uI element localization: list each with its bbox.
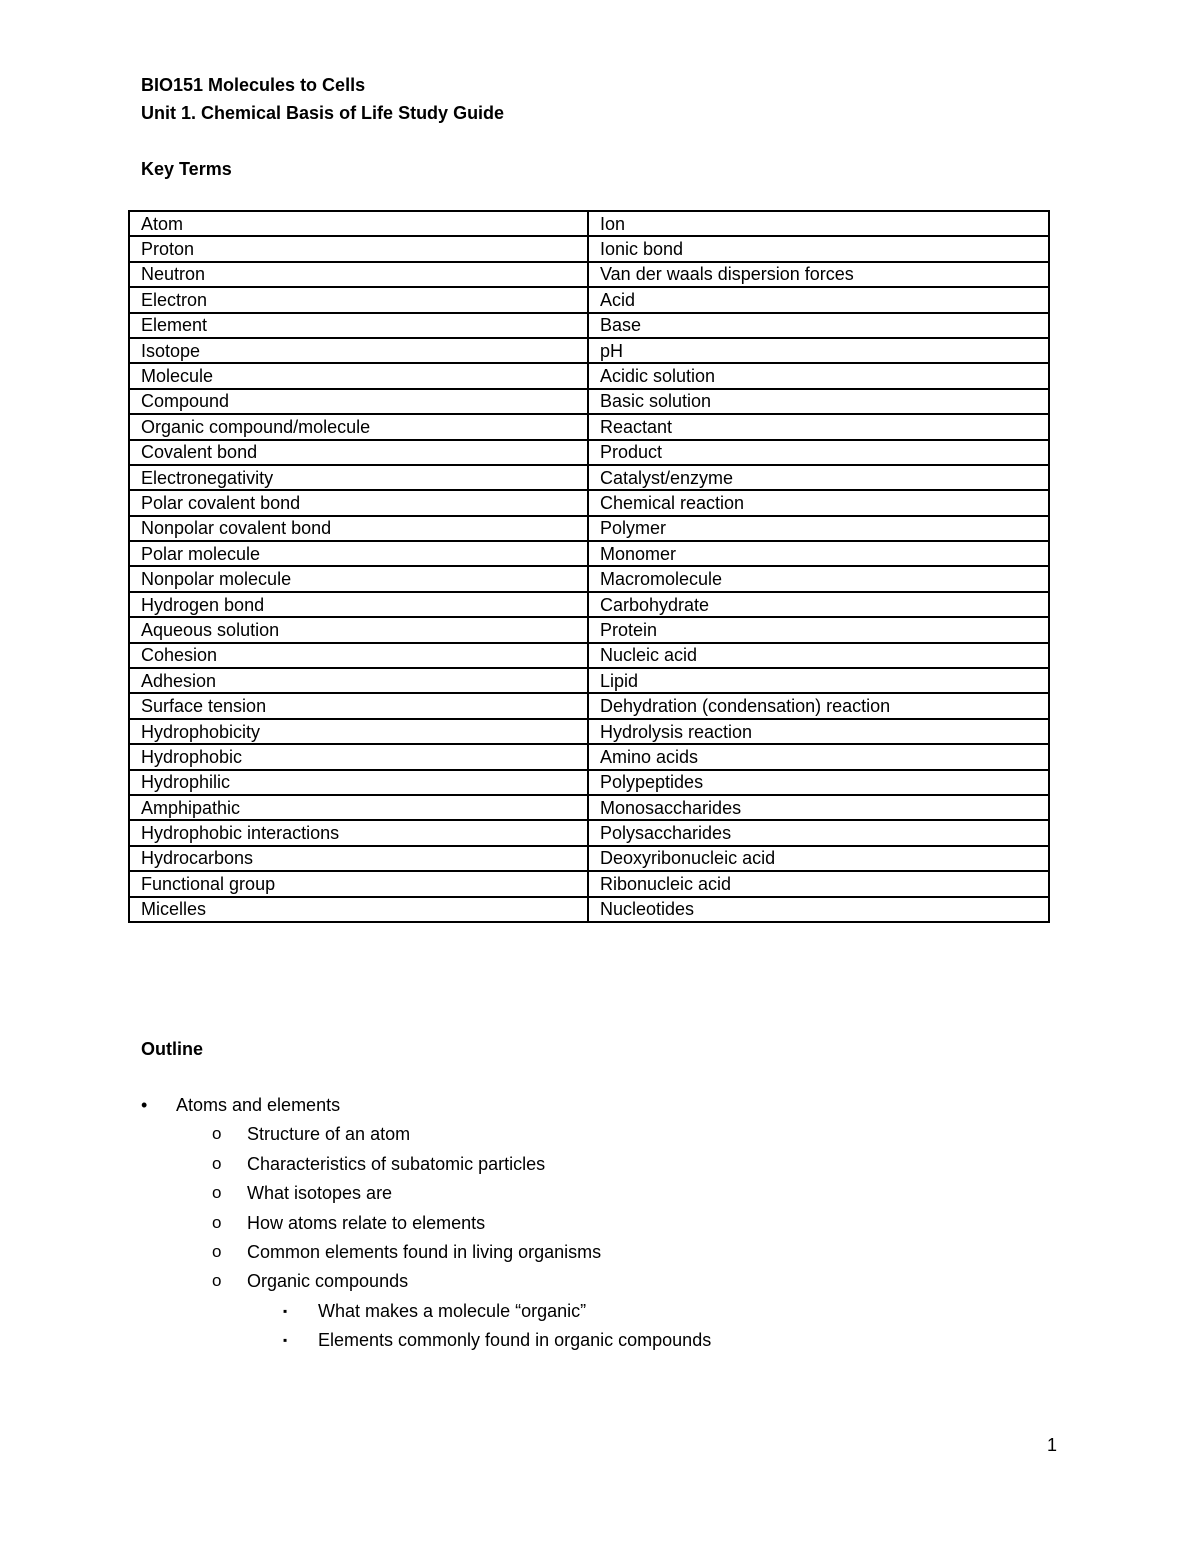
outline-item-text: Characteristics of subatomic particles	[247, 1153, 546, 1174]
table-row	[129, 871, 1049, 896]
circle-bullet-icon: o	[212, 1242, 222, 1261]
table-row	[129, 897, 1049, 922]
table-row	[129, 262, 1049, 287]
outline-item-text: Structure of an atom	[247, 1124, 411, 1145]
term-cell: Ion	[588, 211, 1049, 236]
table-row	[129, 643, 1049, 668]
table-row	[129, 770, 1049, 795]
table-row	[129, 338, 1049, 363]
page-number: 1	[1047, 1435, 1058, 1455]
outline-item-text: Elements commonly found in organic compounds	[318, 1330, 712, 1351]
term-cell: Protein	[588, 617, 1049, 642]
outline-item-text: Common elements found in living organisms	[247, 1242, 602, 1262]
term-cell: Molecule	[129, 363, 588, 388]
term-cell: Neutron	[129, 262, 588, 287]
term-cell: Surface tension	[129, 693, 588, 718]
term-cell: Acidic solution	[588, 363, 1049, 388]
term-cell: Hydrophilic	[129, 770, 588, 795]
term-cell: Aqueous solution	[129, 617, 588, 642]
term-cell: Micelles	[129, 897, 588, 922]
circle-bullet-icon: o	[212, 1124, 222, 1144]
term-cell: Nonpolar covalent bond	[129, 516, 588, 541]
table-row	[129, 541, 1049, 566]
table-row	[129, 592, 1049, 617]
term-cell: Basic solution	[588, 389, 1049, 414]
term-cell: Catalyst/enzyme	[588, 465, 1049, 490]
table-row	[129, 820, 1049, 845]
table-row	[129, 490, 1049, 515]
table-row	[129, 211, 1049, 236]
term-cell: Monomer	[588, 541, 1049, 566]
term-cell: Hydrogen bond	[129, 592, 588, 617]
term-cell: Monosaccharides	[588, 795, 1049, 820]
key-terms-table-body	[129, 211, 1049, 922]
term-cell: Adhesion	[129, 668, 588, 693]
term-cell: Proton	[129, 236, 588, 261]
table-row	[129, 693, 1049, 718]
circle-bullet-icon: o	[212, 1212, 222, 1232]
outline-item-text: What makes a molecule “organic”	[318, 1300, 587, 1321]
table-row	[129, 617, 1049, 642]
term-cell: Compound	[129, 389, 588, 414]
table-row	[129, 719, 1049, 744]
term-cell: Element	[129, 313, 588, 338]
outline-item-text: Atoms and elements	[176, 1095, 341, 1115]
table-row	[129, 668, 1049, 693]
table-row	[129, 465, 1049, 490]
term-cell: Polar molecule	[129, 541, 588, 566]
outline-heading: Outline	[141, 1039, 203, 1059]
table-row	[129, 440, 1049, 465]
term-cell: Polypeptides	[588, 770, 1049, 795]
bullet-icon: •	[141, 1095, 148, 1115]
term-cell: Product	[588, 440, 1049, 465]
table-row	[129, 846, 1049, 871]
outline-item-text: How atoms relate to elements	[247, 1212, 486, 1233]
circle-bullet-icon: o	[212, 1271, 222, 1291]
term-cell: Nucleic acid	[588, 643, 1049, 668]
term-cell: Polar covalent bond	[129, 490, 588, 515]
term-cell: Amino acids	[588, 744, 1049, 769]
term-cell: pH	[588, 338, 1049, 363]
term-cell: Covalent bond	[129, 440, 588, 465]
term-cell: Reactant	[588, 414, 1049, 439]
document-subtitle: Unit 1. Chemical Basis of Life Study Guide	[141, 103, 505, 123]
term-cell: Nucleotides	[588, 897, 1049, 922]
term-cell: Ionic bond	[588, 236, 1049, 261]
table-row	[129, 414, 1049, 439]
term-cell: Polymer	[588, 516, 1049, 541]
term-cell: Acid	[588, 287, 1049, 312]
term-cell: Nonpolar molecule	[129, 566, 588, 591]
term-cell: Polysaccharides	[588, 820, 1049, 845]
square-bullet-icon: ▪	[283, 1333, 288, 1348]
document-title: BIO151 Molecules to Cells	[141, 75, 366, 95]
term-cell: Carbohydrate	[588, 592, 1049, 617]
term-cell: Van der waals dispersion forces	[588, 262, 1049, 287]
circle-bullet-icon: o	[212, 1183, 222, 1203]
term-cell: Electron	[129, 287, 588, 312]
term-cell: Cohesion	[129, 643, 588, 668]
table-row	[129, 744, 1049, 769]
table-row	[129, 566, 1049, 591]
key-terms-table	[128, 210, 1050, 923]
key-terms-heading: Key Terms	[141, 159, 232, 179]
circle-bullet-icon: o	[212, 1153, 222, 1173]
term-cell: Hydrolysis reaction	[588, 719, 1049, 744]
table-row	[129, 313, 1049, 338]
term-cell: Atom	[129, 211, 588, 236]
term-cell: Hydrophobic	[129, 744, 588, 769]
term-cell: Lipid	[588, 668, 1049, 693]
term-cell: Organic compound/molecule	[129, 414, 588, 439]
term-cell: Base	[588, 313, 1049, 338]
table-row	[129, 795, 1049, 820]
table-row	[129, 516, 1049, 541]
term-cell: Dehydration (condensation) reaction	[588, 693, 1049, 718]
table-row	[129, 287, 1049, 312]
table-row	[129, 389, 1049, 414]
term-cell: Hydrophobicity	[129, 719, 588, 744]
term-cell: Deoxyribonucleic acid	[588, 846, 1049, 871]
outline-item-text: What isotopes are	[247, 1183, 393, 1204]
outline-item-text: Organic compounds	[247, 1271, 409, 1292]
table-row	[129, 363, 1049, 388]
term-cell: Hydrophobic interactions	[129, 820, 588, 845]
term-cell: Electronegativity	[129, 465, 588, 490]
term-cell: Hydrocarbons	[129, 846, 588, 871]
term-cell: Macromolecule	[588, 566, 1049, 591]
table-row	[129, 236, 1049, 261]
term-cell: Isotope	[129, 338, 588, 363]
square-bullet-icon: ▪	[283, 1303, 288, 1318]
term-cell: Functional group	[129, 871, 588, 896]
term-cell: Ribonucleic acid	[588, 871, 1049, 896]
term-cell: Amphipathic	[129, 795, 588, 820]
term-cell: Chemical reaction	[588, 490, 1049, 515]
